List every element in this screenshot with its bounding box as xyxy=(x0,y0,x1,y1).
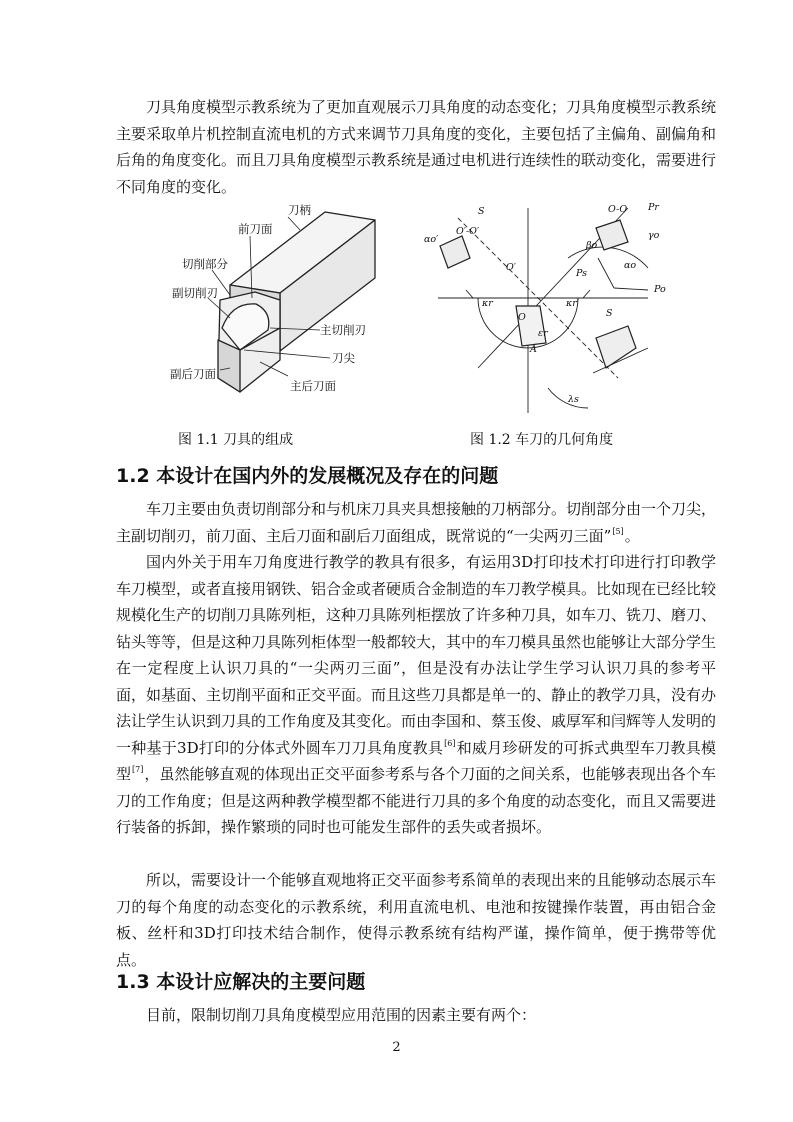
paragraph-tool-structure-end: 。 xyxy=(624,526,640,545)
label-ps: Ps xyxy=(576,268,588,279)
label-epsilon-r: εr xyxy=(538,328,548,339)
intro-paragraph: 刀具角度模型示教系统为了更加直观展示刀具角度的动态变化；刀具角度模型示教系统主要采取单片机控制直流电机的方式来调节刀具角度的变化，主要包括了主偏角、副偏角和后角的角度变化。而且刀具角度模型示教系统是通过电机进行连续性的联动变化，需要进行不同角度的变化。 xyxy=(116,98,717,196)
tool-composition-drawing xyxy=(160,200,390,405)
tool-angles-drawing xyxy=(418,198,668,420)
label-alpha-o: αo xyxy=(624,260,637,271)
paragraph-existing-aids-part-c: ，虽然能够直观的体现出正交平面参考系与各个刀面的之间关系，也能够表现出各个车刀的工作角度；但是这两种教学模型都不能进行刀具的多个角度的动态变化，而且又需要进行装备的拆卸，操作繁琐的同时也可能发生部件的丢失或者损坏。 xyxy=(116,765,717,836)
label-beta-o: βo xyxy=(586,240,598,251)
citation-6: [6] xyxy=(444,738,456,748)
paragraph-tool-structure xyxy=(116,496,716,549)
label-a: A xyxy=(530,344,537,355)
label-rake-face: 前刀面 xyxy=(238,222,273,236)
label-alpha-o-prime: αo′ xyxy=(424,234,439,245)
citation-7: [7] xyxy=(132,765,144,774)
paragraph-existing-aids-part-b: 和威月珍研发的可拆式典型车刀教具模型 xyxy=(116,738,716,783)
figure-tool-angles xyxy=(418,198,668,420)
paragraph-existing-teaching-aids xyxy=(116,549,716,841)
paragraph-limiting-factors: 目前，限制切削刀具角度模型应用范围的因素主要有两个： xyxy=(146,1006,537,1024)
label-handle: 刀柄 xyxy=(288,203,311,217)
label-section-o: O-O xyxy=(608,204,628,215)
label-kr-prime: κr′ xyxy=(566,298,579,309)
label-o-prime-center: O′ xyxy=(506,262,516,273)
label-tool-tip: 刀尖 xyxy=(332,351,355,365)
figure-1-1-caption: 图 1.1 刀具的组成 xyxy=(178,432,294,448)
label-po: Po xyxy=(654,284,666,295)
label-kr: κr xyxy=(482,298,493,309)
label-gamma-o: γo xyxy=(648,230,660,241)
label-lambda-s: λs xyxy=(568,394,579,405)
paragraph-tool-structure-text: 车刀主要由负责切削部分和与机床刀具夹具想接触的刀柄部分。切削部分由一个刀尖，主副切削刃，前刀面、主后刀面和副后刀面组成，既常说的“一尖两刃三面” xyxy=(116,500,717,545)
label-cutting-part: 切削部分 xyxy=(182,257,228,271)
label-o-center: O xyxy=(518,312,526,323)
label-major-flank: 主后刀面 xyxy=(290,379,336,393)
label-minor-flank: 副后刀面 xyxy=(170,367,216,381)
label-section-o-prime: O′-O′ xyxy=(456,226,480,237)
label-minor-cutting-edge: 副切削刃 xyxy=(172,286,218,300)
page-number: 2 xyxy=(392,1040,401,1055)
section-heading-1-3: 1.3 本设计应解决的主要问题 xyxy=(116,971,366,993)
label-major-cutting-edge: 主切削刃 xyxy=(320,323,366,337)
section-heading-1-2: 1.2 本设计在国内外的发展概况及存在的问题 xyxy=(116,465,499,487)
label-pr: Pr xyxy=(648,202,659,213)
figure-tool-composition xyxy=(160,200,390,405)
citation-5: [5] xyxy=(612,526,624,536)
label-s-bottom: S xyxy=(606,308,613,319)
paragraph-design-goal: 所以，需要设计一个能够直观地将正交平面参考系简单的表现出来的且能够动态展示车刀的每个角度的动态变化的示教系统，利用直流电机、电池和按键操作装置，再由铝合金板、丝杆和3D打印技术结合制作，使得示教系统有结构严谨，操作简单，便于携带等优点。 xyxy=(116,871,717,969)
paragraph-existing-aids-part-a: 国内外关于用车刀角度进行教学的教具有很多，有运用3D打印技术打印进行打印教学车刀模型，或者直接用钢铁、铝合金或者硬质合金制造的车刀教学模具。比如现在已经比较规模化生产的切削刀具陈列柜，这种刀具陈列柜摆放了许多种刀具，如车刀、铣刀、磨刀、钻头等等，但是这种刀具陈列柜体型一般都较大，其中的车刀模具虽然也能够让大部分学生在一定程度上认识刀具的“一尖两刃三面”，但是没有办法让学生学习认识刀具的参考平面，如基面、主切削平面和正交平面。而且这些刀具都是单一的、静止的教学刀具，没有办法让学生认识到刀具的工作角度及其变化。而由李国和、蔡玉俊、戚厚军和闫辉等人发明的一种基于3D打印的分体式外圆车刀刀具角度教具 xyxy=(116,553,717,757)
figure-1-2-caption: 图 1.2 车刀的几何角度 xyxy=(470,432,614,448)
label-s-top: S xyxy=(478,206,485,217)
